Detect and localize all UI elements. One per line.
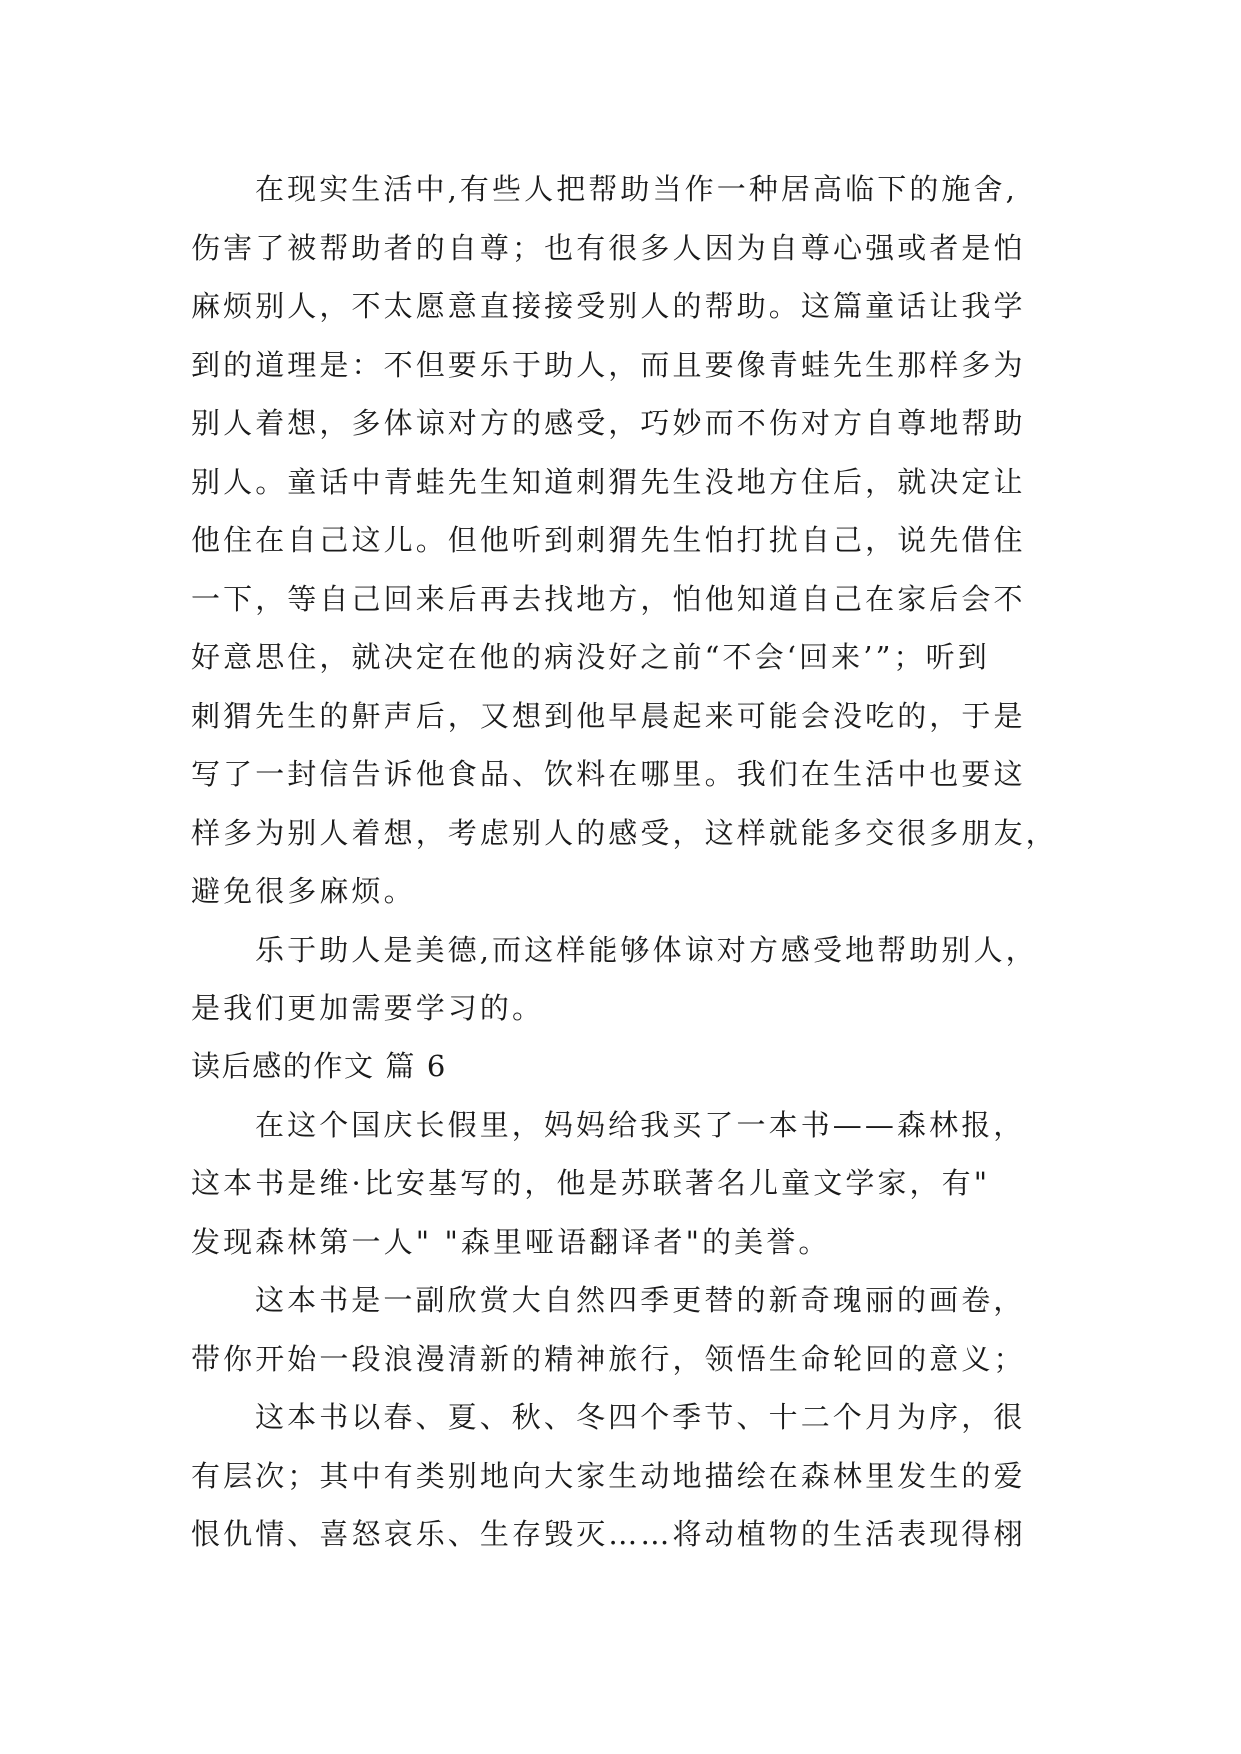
paragraph-line: 带你开始一段浪漫清新的精神旅行，领悟生命轮回的意义；	[191, 1342, 1026, 1376]
paragraph-line: 这本书是一副欣赏大自然四季更替的新奇瑰丽的画卷，	[255, 1283, 1026, 1317]
paragraph-line: 是我们更加需要学习的。	[191, 991, 545, 1025]
paragraph-line: 麻烦别人，不太愿意直接接受别人的帮助。这篇童话让我学	[191, 289, 1026, 323]
paragraph-line: 刺猬先生的鼾声后，又想到他早晨起来可能会没吃的，于是	[191, 699, 1026, 733]
paragraph-line: 到的道理是：不但要乐于助人，而且要像青蛙先生那样多为	[191, 348, 1026, 382]
paragraph-line: 恨仇情、喜怒哀乐、生存毁灭……将动植物的生活表现得栩	[191, 1517, 1026, 1551]
paragraph-line: 他住在自己这儿。但他听到刺猬先生怕打扰自己，说先借住	[191, 523, 1026, 557]
paragraph-line: 样多为别人着想，考虑别人的感受，这样就能多交很多朋友，	[191, 816, 1058, 850]
paragraph-line: 乐于助人是美德,而这样能够体谅对方感受地帮助别人，	[255, 933, 1038, 967]
paragraph-line: 好意思住，就决定在他的病没好之前“不会‘回来’”；听到	[191, 640, 990, 674]
paragraph-line: 有层次；其中有类别地向大家生动地描绘在森林里发生的爱	[191, 1459, 1026, 1493]
paragraph-line: 别人着想，多体谅对方的感受，巧妙而不伤对方自尊地帮助	[191, 406, 1026, 440]
paragraph-line: 伤害了被帮助者的自尊；也有很多人因为自尊心强或者是怕	[191, 231, 1026, 265]
paragraph-line: 写了一封信告诉他食品、饮料在哪里。我们在生活中也要这	[191, 757, 1026, 791]
paragraph-line: 这本书以春、夏、秋、冬四个季节、十二个月为序，很	[255, 1400, 1026, 1434]
paragraph-line: 这本书是维·比安基写的，他是苏联著名儿童文学家，有"	[191, 1166, 991, 1200]
paragraph-line: 在这个国庆长假里，妈妈给我买了一本书——森林报，	[255, 1108, 1026, 1142]
section-heading: 读后感的作文 篇 6	[191, 1049, 447, 1083]
paragraph-line: 一下，等自己回来后再去找地方，怕他知道自己在家后会不	[191, 582, 1026, 616]
paragraph-line: 发现森林第一人" "森里哑语翻译者"的美誉。	[191, 1225, 831, 1259]
paragraph-line: 在现实生活中,有些人把帮助当作一种居高临下的施舍,	[255, 172, 1018, 206]
paragraph-line: 避免很多麻烦。	[191, 874, 416, 908]
paragraph-line: 别人。童话中青蛙先生知道刺猬先生没地方住后，就决定让	[191, 465, 1026, 499]
